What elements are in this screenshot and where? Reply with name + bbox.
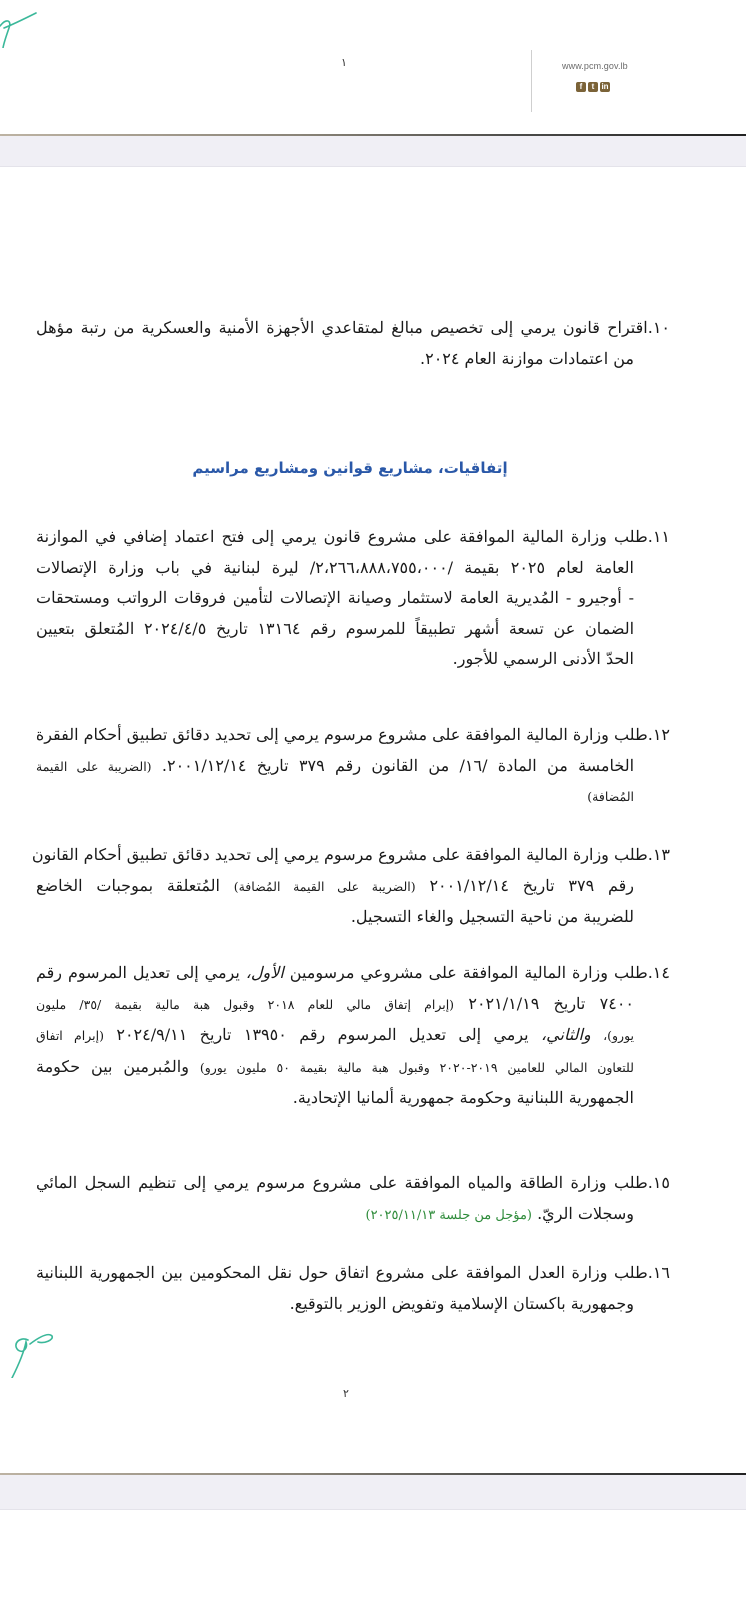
agenda-item-11 bbox=[36, 522, 670, 675]
agenda-item-15 bbox=[36, 1168, 670, 1231]
agenda-item-10 bbox=[36, 313, 670, 374]
agenda-item-13 bbox=[31, 840, 670, 933]
agenda-item-14 bbox=[36, 958, 670, 1114]
linkedin-icon[interactable]: in bbox=[601, 82, 609, 91]
item-12-line-3: المُضافة) bbox=[587, 789, 634, 804]
agenda-item-12 bbox=[36, 720, 670, 813]
item-number: ١٤. bbox=[647, 963, 670, 982]
item-15-line-2: وسجلات الريّ. (مؤجل من جلسة ٢٠٢٥/١١/١٣) bbox=[365, 1203, 634, 1223]
item-14-line-5: الجمهورية اللبنانية وحكومة جمهورية ألمانيا الإتحادية. bbox=[292, 1088, 634, 1107]
item-number: ١٦. bbox=[647, 1263, 670, 1282]
item-16-line-2: وجمهورية باكستان الإسلامية وتفويض الوزير بالتوقيع. bbox=[289, 1293, 634, 1313]
page-gap-top bbox=[0, 136, 746, 167]
facebook-icon[interactable]: f bbox=[576, 82, 586, 92]
item-10-line-2: من اعتمادات موازنة العام ٢٠٢٤. bbox=[420, 348, 634, 368]
postponed-note: (مؤجل من جلسة ٢٠٢٥/١١/١٣) bbox=[365, 1207, 532, 1223]
header-divider bbox=[531, 50, 532, 112]
item-number: ١٢. bbox=[647, 725, 670, 744]
page-number-1: ١ bbox=[341, 56, 347, 69]
website-link[interactable]: www.pcm.gov.lb bbox=[562, 61, 628, 71]
item-16-line-1: ١٦.طلب وزارة العدل الموافقة على مشروع اتفاق حول نقل المحكومين بين الجمهورية اللبنانية bbox=[36, 1263, 670, 1282]
item-14-line-1: ١٤.طلب وزارة المالية الموافقة على مشروعي مرسومين الأول، يرمي إلى تعديل المرسوم رقم bbox=[36, 963, 670, 982]
item-11-line-1: ١١.طلب وزارة المالية الموافقة على مشروع قانون يرمي إلى فتح اعتماد إضافي في الموازنة bbox=[36, 527, 670, 546]
item-number: ١١. bbox=[647, 527, 670, 546]
item-number: ١٥. bbox=[647, 1173, 670, 1192]
item-11-line-3: - أوجيرو - المُديرية العامة لاستثمار وصيانة الإتصالات لتأمين فروقات الرواتب ومستحقات bbox=[36, 588, 634, 607]
item-11-line-4: الضمان عن تسعة أشهر تطبيقاً للمرسوم رقم ١٣١٦٤ تاريخ ٢٠٢٤/٤/٥ المُتعلق بتعيين bbox=[36, 618, 635, 638]
item-14-line-2: ٧٤٠٠ تاريخ ٢٠٢١/١/١٩ (إبرام إتفاق مالي للعام ٢٠١٨ وقبول هبة مالية بقيمة /٣٥/ مليون bbox=[36, 993, 635, 1013]
item-10-line-1: ١٠.اقتراح قانون يرمي إلى تخصيص مبالغ لمتقاعدي الأجهزة الأمنية والعسكرية من رتبة مؤهل bbox=[36, 318, 670, 337]
item-15-line-1: ١٥.طلب وزارة الطاقة والمياه الموافقة على مشروع مرسوم يرمي إلى تنظيم السجل المائي bbox=[36, 1173, 670, 1192]
agenda-item-16 bbox=[36, 1258, 670, 1319]
twitter-icon[interactable]: t bbox=[588, 82, 598, 92]
item-11-line-2: العامة لعام ٢٠٢٥ بقيمة /٢،٢٦٦،٨٨٨،٧٥٥،٠٠٠/ ليرة لبنانية في باب وزارة الإتصالات bbox=[36, 557, 635, 577]
handwritten-initials-mark bbox=[8, 1326, 56, 1378]
item-12-line-2: الخامسة من المادة /١٦/ من القانون رقم ٣٧٩ تاريخ ٢٠٠١/١٢/١٤. (الضريبة على القيمة bbox=[36, 755, 635, 775]
section-title: إتفاقيات، مشاريع قوانين ومشاريع مراسيم bbox=[192, 459, 508, 477]
item-14-line-4: للتعاون المالي للعامين ٢٠١٩-٢٠٢٠ وقبول هبة مالية بقيمة ٥٠ مليون يورو) والمُبرمين بين حكومة bbox=[36, 1056, 634, 1076]
item-13-line-1: ١٣.طلب وزارة المالية الموافقة على مشروع مرسوم يرمي إلى تحديد دقائق تطبيق أحكام القانون bbox=[31, 845, 670, 864]
previous-page-footer bbox=[0, 0, 746, 134]
item-12-line-1: ١٢.طلب وزارة المالية الموافقة على مشروع مرسوم يرمي إلى تحديد دقائق تطبيق أحكام الفقرة bbox=[35, 725, 670, 744]
item-14-line-3: يورو)، والثاني، يرمي إلى تعديل المرسوم رقم ١٣٩٥٠ تاريخ ٢٠٢٤/٩/١١ (إبرام اتفاق bbox=[36, 1025, 635, 1044]
page-number-2: ٢ bbox=[343, 1387, 349, 1400]
social-icons bbox=[576, 82, 610, 92]
item-number: ١٠. bbox=[647, 318, 670, 337]
page-gap-bottom bbox=[0, 1475, 746, 1510]
handwritten-initials-mark bbox=[0, 4, 40, 48]
item-13-line-2: رقم ٣٧٩ تاريخ ٢٠٠١/١٢/١٤ (الضريبة على القيمة المُضافة) المُتعلقة بموجبات الخاضع bbox=[36, 875, 634, 895]
item-number: ١٣. bbox=[647, 845, 670, 864]
item-13-line-3: للضريبة من ناحية التسجيل والغاء التسجيل. bbox=[350, 907, 634, 926]
item-11-line-5: الحدّ الأدنى الرسمي للأجور. bbox=[452, 649, 634, 668]
